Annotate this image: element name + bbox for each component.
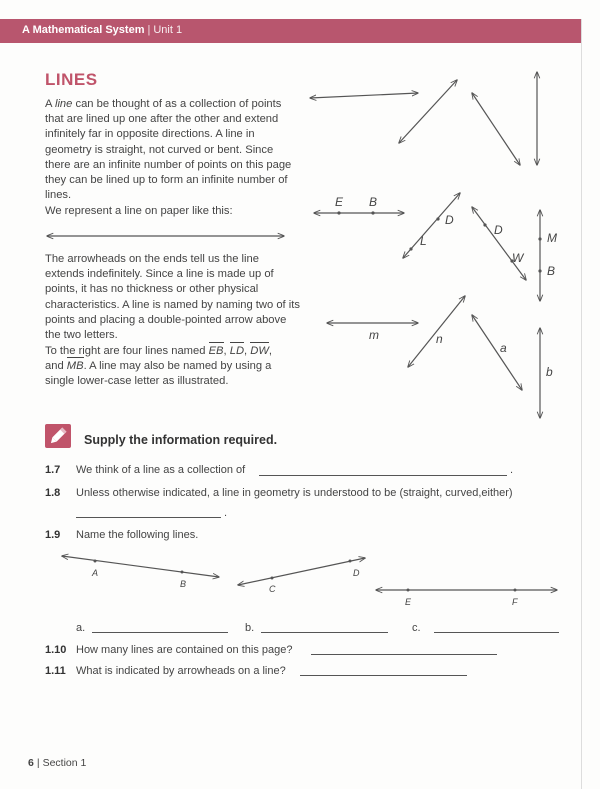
line-top-diagonal-down (472, 93, 520, 165)
q17-period: . (510, 464, 514, 476)
label-m: M (547, 231, 557, 245)
q19-point-d (349, 560, 352, 563)
q111-answer-blank[interactable] (300, 675, 467, 676)
q18-number: 1.8 (45, 487, 61, 499)
page-number: 6 (28, 757, 34, 769)
p4-comma-2: , (244, 345, 251, 357)
q19-label-b: B (180, 579, 187, 589)
p1-italic-term: line (54, 98, 73, 110)
answer-blank-b[interactable] (261, 632, 388, 633)
q17-number: 1.7 (45, 464, 61, 476)
answer-label-a: a. (76, 622, 86, 634)
section-title: LINES (45, 70, 98, 89)
header-separator: | (147, 24, 151, 36)
q19-point-e (407, 589, 410, 592)
point-b-right (538, 269, 541, 272)
q19-point-b (181, 571, 184, 574)
line-top-horizontal (310, 93, 418, 98)
q19-label-d: D (353, 568, 360, 578)
q110-text: How many lines are contained on this page? (76, 644, 293, 656)
label-n: n (436, 332, 443, 346)
q19-number: 1.9 (45, 529, 61, 541)
q19-point-a (94, 560, 97, 563)
q19-line-ab (62, 556, 219, 577)
q19-label-e: E (405, 597, 412, 607)
point-b-top (371, 211, 374, 214)
q18-answer-blank[interactable] (76, 517, 221, 518)
q111-number: 1.11 (45, 665, 66, 677)
p4-part-c: . A line may also be named by using a single lower-case letter as illustrated. (45, 360, 272, 388)
paragraph-represent: We represent a line on paper like this: (45, 205, 233, 217)
label-l: L (420, 234, 427, 248)
q110-number: 1.10 (45, 644, 67, 656)
q17-answer-blank[interactable] (259, 475, 507, 476)
point-d-right (483, 223, 486, 226)
q19-label-a: A (92, 568, 99, 578)
q111-text: What is indicated by arrowheads on a line? (76, 665, 286, 677)
line-a (472, 315, 522, 390)
q19-label-f: F (512, 597, 518, 607)
point-m (538, 237, 541, 240)
label-w: W (512, 251, 524, 265)
label-m-lower: m (369, 328, 379, 342)
point-d-left (436, 217, 439, 220)
point-l (409, 247, 412, 250)
p1-prefix: A (45, 98, 55, 110)
label-a: a (500, 341, 507, 355)
line-name-eb: EB (209, 345, 224, 357)
line-name-mb: MB (67, 360, 84, 372)
paragraph-arrowheads: The arrowheads on the ends tell us the line extends indefinitely. Since a line is made up of points, it has no thickness or other physical characteristics. A line is named by naming two of its points and placing a double-pointed arrow above the two letters. (45, 253, 300, 342)
q19-text: Name the following lines. (76, 529, 199, 541)
q19-point-f (514, 589, 517, 592)
label-b-lower: b (546, 365, 553, 379)
line-name-ld: LD (230, 345, 244, 357)
p4-part-b: and (45, 360, 67, 373)
answer-label-b: b. (245, 622, 255, 634)
line-top-diagonal-up (399, 80, 457, 143)
p1-rest: can be thought of as a collection of points that are lined up one after the other and extend infinitely far in opposite directions. A line in geometry is straight, not curved or bent. Since there are an infinite number of points on this page they can be lined up to form an infinite number of lines. (45, 98, 292, 202)
header-title: A Mathematical System (22, 24, 145, 36)
footer-section: Section 1 (42, 757, 87, 769)
q17-text: We think of a line as a collection of (76, 464, 246, 476)
label-b-right: B (547, 264, 556, 278)
q18-period: . (224, 507, 228, 519)
label-d-right: D (494, 223, 503, 237)
p4-part-a: To the right are four lines named (45, 345, 209, 357)
instruction-heading: Supply the information required. (84, 433, 278, 447)
q19-label-c: C (269, 584, 276, 594)
label-e: E (335, 195, 344, 209)
label-d-left: D (445, 213, 454, 227)
page-footer (28, 757, 86, 769)
line-name-dw: DW (250, 345, 269, 357)
line-dw (472, 207, 526, 280)
answer-blank-c[interactable] (434, 632, 559, 633)
footer-separator: | (36, 757, 40, 769)
answer-label-c: c. (412, 622, 421, 634)
q18-text: Unless otherwise indicated, a line in geometry is understood to be (straight, curved,either) (76, 487, 513, 499)
point-e (337, 211, 340, 214)
q19-line-cd (238, 558, 365, 585)
q19-point-c (271, 577, 274, 580)
p4-comma-1: , (223, 345, 230, 357)
header-unit: Unit 1 (153, 24, 183, 36)
answer-blank-a[interactable] (92, 632, 228, 633)
p4-comma-3: , (268, 345, 272, 357)
label-b-top: B (369, 195, 378, 209)
pencil-icon (45, 424, 71, 448)
q110-answer-blank[interactable] (311, 654, 497, 655)
